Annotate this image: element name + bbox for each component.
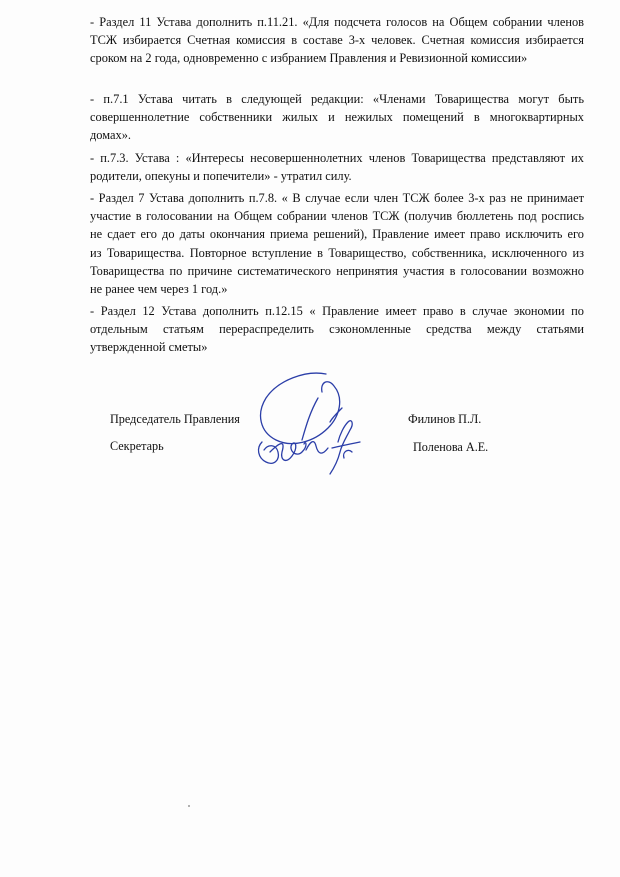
paragraph-clause-7-1: [90, 90, 584, 145]
text-line: сроком на 2 года, одновременно с избранием Правления и Ревизионной комиссии»: [90, 51, 528, 66]
chairman-name: Филинов П.Л.: [408, 412, 482, 426]
secretary-name: Поленова А.Е.: [413, 440, 489, 454]
paragraph-clause-7-3: [90, 149, 584, 185]
scan-speck: [188, 805, 190, 807]
text-line: - п.7.3. Устава : «Интересы несовершеннолетних членов Товарищества представляют их: [90, 151, 584, 165]
text-line: родители, опекуны и попечители» - утратил силу.: [90, 169, 352, 184]
text-line: утвержденной сметы»: [90, 340, 208, 355]
text-line: не сдает его до даты окончания приема решений), Правление имеет право исключить его: [90, 227, 584, 242]
text-line: домах».: [90, 128, 132, 143]
secretary-label: Секретарь: [110, 439, 164, 453]
handwritten-signature: [248, 368, 368, 486]
text-line: совершеннолетние собственники жилых и нежилых помещений в многоквартирных: [90, 110, 584, 125]
text-line: - Раздел 11 Устава дополнить п.11.21. «Для подсчета голосов на Общем собрании членов: [90, 15, 584, 29]
paragraph-section-11: [90, 13, 584, 68]
text-line: Товарищества по причине систематического непринятия участия в голосовании возможно: [90, 263, 584, 278]
text-line: ТСЖ избирается Счетная комиссия в составе 3-х человек. Счетная комиссия избирается: [90, 33, 584, 48]
text-line: из Товарищества. Повторное вступление в Товарищество, собственника, исключенного из: [90, 245, 584, 260]
text-line: - Раздел 7 Устава дополнить п.7.8. « В случае если член ТСЖ более 3-х раз не принимает: [90, 191, 584, 205]
text-line: не ранее чем через 1 год.»: [90, 282, 228, 297]
paragraph-clause-12-15: [90, 302, 584, 357]
text-line: участие в голосовании на Общем собрании членов ТСЖ (получив бюллетень под роспись: [90, 209, 584, 224]
text-line: - Раздел 12 Устава дополнить п.12.15 « Правление имеет право в случае экономии по: [90, 304, 584, 318]
text-line: - п.7.1 Устава читать в следующей редакции: «Членами Товарищества могут быть: [90, 92, 584, 106]
chairman-label: Председатель Правления: [110, 412, 240, 426]
paragraph-clause-7-8: [90, 189, 584, 298]
text-line: отдельным статьям перераспределить сэкономленные средства между статьями: [90, 322, 584, 337]
